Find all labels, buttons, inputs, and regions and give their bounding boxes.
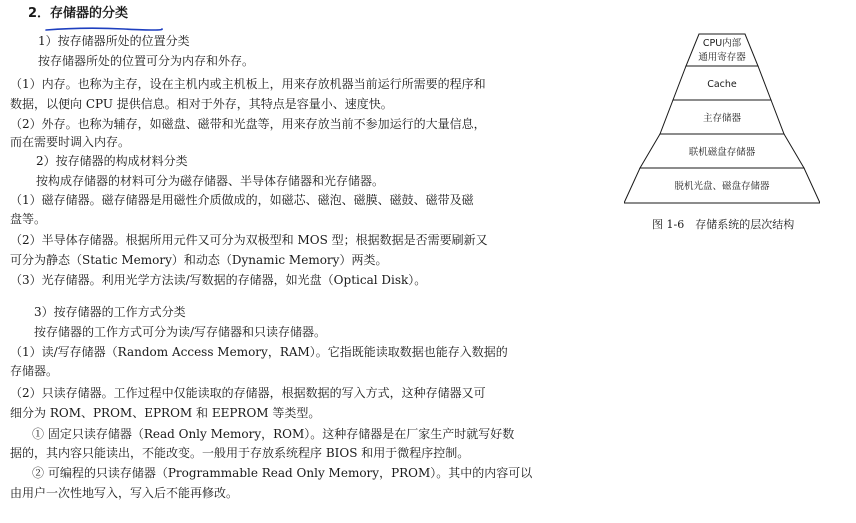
pyramid-label: 主存储器 (702, 113, 742, 124)
paragraph-line: ① 固定只读存储器（Read Only Memory，ROM）。这种存储器是在厂家生产时就写好数 (32, 427, 515, 441)
paragraph-line: （2）半导体存储器。根据所用元件又可分为双极型和 MOS 型；根据数据是否需要刷新又 (10, 233, 488, 247)
paragraph-line: 据的，其内容只能读出，不能改变。一般用于存放系统程序 BIOS 和用于微程序控制。 (10, 446, 470, 460)
pyramid-label: 联机磁盘存储器 (688, 147, 756, 158)
paragraph-line: 存储器。 (10, 364, 59, 378)
paragraph-line: 按构成存储器的材料可分为磁存储器、半导体存储器和光存储器。 (36, 174, 385, 188)
subsection-heading-mode: 3）按存储器的工作方式分类 (34, 305, 186, 319)
paragraph-line: （2）外存。也称为辅存，如磁盘、磁带和光盘等，用来存放当前不参加运行的大量信息， (10, 117, 486, 131)
pyramid-label: CPU内部 (702, 38, 742, 49)
subsection-heading-material: 2）按存储器的构成材料分类 (36, 154, 188, 168)
subsection-heading-location: 1）按存储器所处的位置分类 (38, 34, 190, 48)
paragraph-line: 按存储器所处的位置可分为内存和外存。 (38, 54, 255, 68)
paragraph-line: 由用户一次性地写入，写入后不能再修改。 (10, 486, 239, 500)
paragraph-line: 数据，以便向 CPU 提供信息。相对于外存，其特点是容量小、速度快。 (10, 97, 393, 111)
paragraph-line: （1）内存。也称为主存，设在主机内或主机板上，用来存放机器当前运行所需要的程序和 (10, 77, 486, 91)
paragraph-line: （2）只读存储器。工作过程中仅能读取的存储器，根据数据的写入方式，这种存储器又可 (10, 386, 486, 400)
paragraph-line: （3）光存储器。利用光学方法读/写数据的存储器，如光盘（Optical Disk）。 (10, 273, 427, 287)
paragraph-line: 细分为 ROM、PROM、EPROM 和 EEPROM 等类型。 (10, 406, 321, 420)
pyramid-label: 脱机光盘、磁盘存储器 (674, 181, 770, 192)
paragraph-line: 按存储器的工作方式可分为读/写存储器和只读存储器。 (34, 325, 327, 339)
section-heading: 2．存储器的分类 (28, 6, 129, 21)
pyramid-label: Cache (707, 79, 737, 90)
storage-hierarchy-pyramid (624, 32, 820, 204)
paragraph-line: 而在需要时调入内存。 (10, 135, 131, 149)
paragraph-line: （1）读/写存储器（Random Access Memory，RAM）。它指既能读取数据也能存入数据的 (10, 345, 508, 359)
pyramid-label: 通用寄存器 (698, 52, 746, 63)
paragraph-line: ② 可编程的只读存储器（Programmable Read Only Memory，PROM）。其中的内容可以 (32, 466, 533, 480)
paragraph-line: （1）磁存储器。磁存储器是用磁性介质做成的，如磁芯、磁泡、磁膜、磁鼓、磁带及磁 (10, 193, 474, 207)
figure-caption: 图 1-6 存储系统的层次结构 (652, 218, 795, 231)
paragraph-line: 可分为静态（Static Memory）和动态（Dynamic Memory）两类。 (10, 253, 388, 267)
paragraph-line: 盘等。 (10, 212, 47, 226)
